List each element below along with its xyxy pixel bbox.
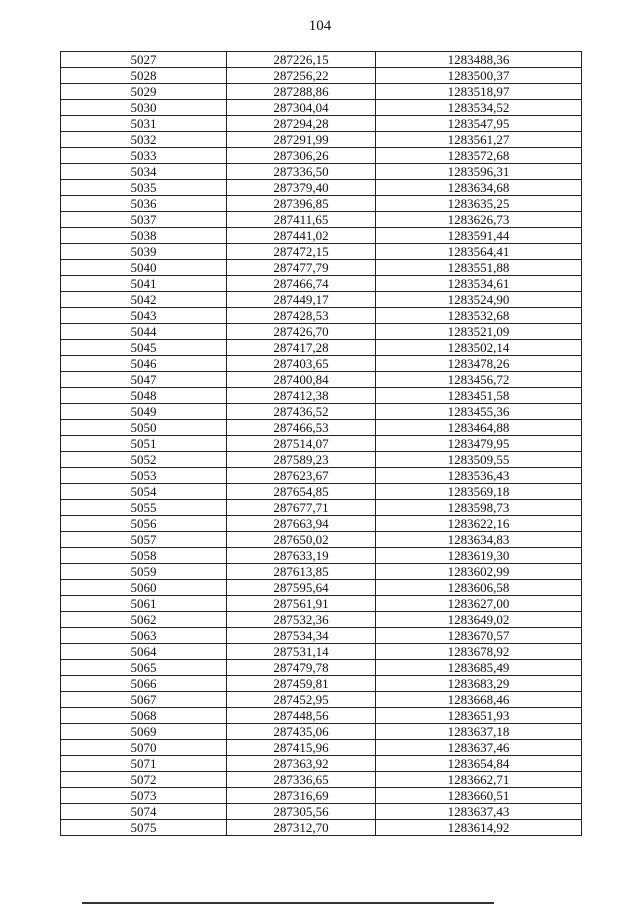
point-number-cell: 5036 xyxy=(61,196,227,212)
y-coordinate-cell: 1283479,95 xyxy=(376,436,582,452)
x-coordinate-cell: 287256,22 xyxy=(227,68,376,84)
scan-edge-line xyxy=(82,902,494,904)
x-coordinate-cell: 287449,17 xyxy=(227,292,376,308)
x-coordinate-cell: 287561,91 xyxy=(227,596,376,612)
x-coordinate-cell: 287531,14 xyxy=(227,644,376,660)
table-row xyxy=(61,180,582,196)
point-number-cell: 5052 xyxy=(61,452,227,468)
x-coordinate-cell: 287411,65 xyxy=(227,212,376,228)
table-row xyxy=(61,244,582,260)
point-number-cell: 5050 xyxy=(61,420,227,436)
y-coordinate-cell: 1283521,09 xyxy=(376,324,582,340)
point-number-cell: 5032 xyxy=(61,132,227,148)
point-number-cell: 5028 xyxy=(61,68,227,84)
point-number-cell: 5067 xyxy=(61,692,227,708)
table-row xyxy=(61,84,582,100)
y-coordinate-cell: 1283518,97 xyxy=(376,84,582,100)
table-row xyxy=(61,692,582,708)
x-coordinate-cell: 287316,69 xyxy=(227,788,376,804)
x-coordinate-cell: 287379,40 xyxy=(227,180,376,196)
table-row xyxy=(61,548,582,564)
point-number-cell: 5071 xyxy=(61,756,227,772)
point-number-cell: 5070 xyxy=(61,740,227,756)
x-coordinate-cell: 287623,67 xyxy=(227,468,376,484)
x-coordinate-cell: 287436,52 xyxy=(227,404,376,420)
y-coordinate-cell: 1283634,83 xyxy=(376,532,582,548)
x-coordinate-cell: 287459,81 xyxy=(227,676,376,692)
x-coordinate-cell: 287312,70 xyxy=(227,820,376,836)
x-coordinate-cell: 287472,15 xyxy=(227,244,376,260)
point-number-cell: 5040 xyxy=(61,260,227,276)
point-number-cell: 5039 xyxy=(61,244,227,260)
point-number-cell: 5038 xyxy=(61,228,227,244)
table-row xyxy=(61,756,582,772)
table-row xyxy=(61,212,582,228)
x-coordinate-cell: 287336,50 xyxy=(227,164,376,180)
y-coordinate-cell: 1283569,18 xyxy=(376,484,582,500)
x-coordinate-cell: 287452,95 xyxy=(227,692,376,708)
point-number-cell: 5041 xyxy=(61,276,227,292)
table-row xyxy=(61,820,582,836)
y-coordinate-cell: 1283488,36 xyxy=(376,52,582,68)
point-number-cell: 5057 xyxy=(61,532,227,548)
table-row xyxy=(61,596,582,612)
y-coordinate-cell: 1283564,41 xyxy=(376,244,582,260)
y-coordinate-cell: 1283683,29 xyxy=(376,676,582,692)
x-coordinate-cell: 287448,56 xyxy=(227,708,376,724)
y-coordinate-cell: 1283534,52 xyxy=(376,100,582,116)
x-coordinate-cell: 287650,02 xyxy=(227,532,376,548)
point-number-cell: 5069 xyxy=(61,724,227,740)
table-row xyxy=(61,388,582,404)
coordinates-table xyxy=(60,51,582,836)
x-coordinate-cell: 287613,85 xyxy=(227,564,376,580)
x-coordinate-cell: 287466,53 xyxy=(227,420,376,436)
y-coordinate-cell: 1283451,58 xyxy=(376,388,582,404)
x-coordinate-cell: 287677,71 xyxy=(227,500,376,516)
point-number-cell: 5054 xyxy=(61,484,227,500)
y-coordinate-cell: 1283634,68 xyxy=(376,180,582,196)
y-coordinate-cell: 1283649,02 xyxy=(376,612,582,628)
point-number-cell: 5034 xyxy=(61,164,227,180)
table-row xyxy=(61,436,582,452)
x-coordinate-cell: 287400,84 xyxy=(227,372,376,388)
table-row xyxy=(61,644,582,660)
x-coordinate-cell: 287663,94 xyxy=(227,516,376,532)
table-row xyxy=(61,68,582,84)
x-coordinate-cell: 287477,79 xyxy=(227,260,376,276)
table-row xyxy=(61,100,582,116)
x-coordinate-cell: 287294,28 xyxy=(227,116,376,132)
x-coordinate-cell: 287595,64 xyxy=(227,580,376,596)
x-coordinate-cell: 287291,99 xyxy=(227,132,376,148)
x-coordinate-cell: 287288,86 xyxy=(227,84,376,100)
x-coordinate-cell: 287304,04 xyxy=(227,100,376,116)
y-coordinate-cell: 1283678,92 xyxy=(376,644,582,660)
y-coordinate-cell: 1283509,55 xyxy=(376,452,582,468)
table-row xyxy=(61,228,582,244)
table-row xyxy=(61,500,582,516)
table-row xyxy=(61,452,582,468)
table-row xyxy=(61,116,582,132)
x-coordinate-cell: 287534,34 xyxy=(227,628,376,644)
table-row xyxy=(61,612,582,628)
table-row xyxy=(61,292,582,308)
point-number-cell: 5060 xyxy=(61,580,227,596)
table-row xyxy=(61,276,582,292)
point-number-cell: 5043 xyxy=(61,308,227,324)
y-coordinate-cell: 1283532,68 xyxy=(376,308,582,324)
x-coordinate-cell: 287441,02 xyxy=(227,228,376,244)
point-number-cell: 5074 xyxy=(61,804,227,820)
y-coordinate-cell: 1283637,46 xyxy=(376,740,582,756)
x-coordinate-cell: 287306,26 xyxy=(227,148,376,164)
y-coordinate-cell: 1283536,43 xyxy=(376,468,582,484)
point-number-cell: 5030 xyxy=(61,100,227,116)
y-coordinate-cell: 1283635,25 xyxy=(376,196,582,212)
point-number-cell: 5037 xyxy=(61,212,227,228)
x-coordinate-cell: 287532,36 xyxy=(227,612,376,628)
table-row xyxy=(61,132,582,148)
x-coordinate-cell: 287305,56 xyxy=(227,804,376,820)
x-coordinate-cell: 287633,19 xyxy=(227,548,376,564)
y-coordinate-cell: 1283524,90 xyxy=(376,292,582,308)
y-coordinate-cell: 1283547,95 xyxy=(376,116,582,132)
y-coordinate-cell: 1283654,84 xyxy=(376,756,582,772)
x-coordinate-cell: 287514,07 xyxy=(227,436,376,452)
y-coordinate-cell: 1283660,51 xyxy=(376,788,582,804)
x-coordinate-cell: 287654,85 xyxy=(227,484,376,500)
table-row xyxy=(61,740,582,756)
y-coordinate-cell: 1283534,61 xyxy=(376,276,582,292)
point-number-cell: 5061 xyxy=(61,596,227,612)
point-number-cell: 5058 xyxy=(61,548,227,564)
table-row xyxy=(61,260,582,276)
table-row xyxy=(61,52,582,68)
point-number-cell: 5073 xyxy=(61,788,227,804)
x-coordinate-cell: 287466,74 xyxy=(227,276,376,292)
y-coordinate-cell: 1283591,44 xyxy=(376,228,582,244)
point-number-cell: 5066 xyxy=(61,676,227,692)
page-number: 104 xyxy=(308,18,332,34)
y-coordinate-cell: 1283561,27 xyxy=(376,132,582,148)
table-row xyxy=(61,708,582,724)
y-coordinate-cell: 1283637,18 xyxy=(376,724,582,740)
table-row xyxy=(61,564,582,580)
y-coordinate-cell: 1283685,49 xyxy=(376,660,582,676)
point-number-cell: 5051 xyxy=(61,436,227,452)
y-coordinate-cell: 1283602,99 xyxy=(376,564,582,580)
coordinates-table-body xyxy=(61,52,582,836)
point-number-cell: 5055 xyxy=(61,500,227,516)
y-coordinate-cell: 1283455,36 xyxy=(376,404,582,420)
y-coordinate-cell: 1283596,31 xyxy=(376,164,582,180)
y-coordinate-cell: 1283464,88 xyxy=(376,420,582,436)
x-coordinate-cell: 287403,65 xyxy=(227,356,376,372)
x-coordinate-cell: 287435,06 xyxy=(227,724,376,740)
y-coordinate-cell: 1283619,30 xyxy=(376,548,582,564)
point-number-cell: 5042 xyxy=(61,292,227,308)
table-row xyxy=(61,676,582,692)
table-row xyxy=(61,148,582,164)
point-number-cell: 5053 xyxy=(61,468,227,484)
point-number-cell: 5064 xyxy=(61,644,227,660)
table-row xyxy=(61,484,582,500)
point-number-cell: 5048 xyxy=(61,388,227,404)
y-coordinate-cell: 1283622,16 xyxy=(376,516,582,532)
y-coordinate-cell: 1283606,58 xyxy=(376,580,582,596)
point-number-cell: 5059 xyxy=(61,564,227,580)
y-coordinate-cell: 1283456,72 xyxy=(376,372,582,388)
y-coordinate-cell: 1283662,71 xyxy=(376,772,582,788)
y-coordinate-cell: 1283551,88 xyxy=(376,260,582,276)
x-coordinate-cell: 287417,28 xyxy=(227,340,376,356)
x-coordinate-cell: 287415,96 xyxy=(227,740,376,756)
point-number-cell: 5033 xyxy=(61,148,227,164)
table-row xyxy=(61,324,582,340)
table-row xyxy=(61,772,582,788)
point-number-cell: 5031 xyxy=(61,116,227,132)
x-coordinate-cell: 287226,15 xyxy=(227,52,376,68)
table-row xyxy=(61,164,582,180)
y-coordinate-cell: 1283668,46 xyxy=(376,692,582,708)
point-number-cell: 5047 xyxy=(61,372,227,388)
table-row xyxy=(61,580,582,596)
table-row xyxy=(61,804,582,820)
point-number-cell: 5029 xyxy=(61,84,227,100)
x-coordinate-cell: 287428,53 xyxy=(227,308,376,324)
point-number-cell: 5063 xyxy=(61,628,227,644)
point-number-cell: 5045 xyxy=(61,340,227,356)
y-coordinate-cell: 1283614,92 xyxy=(376,820,582,836)
point-number-cell: 5062 xyxy=(61,612,227,628)
x-coordinate-cell: 287412,38 xyxy=(227,388,376,404)
y-coordinate-cell: 1283598,73 xyxy=(376,500,582,516)
table-row xyxy=(61,468,582,484)
table-row xyxy=(61,420,582,436)
table-row xyxy=(61,532,582,548)
table-row xyxy=(61,308,582,324)
table-row xyxy=(61,340,582,356)
point-number-cell: 5075 xyxy=(61,820,227,836)
point-number-cell: 5049 xyxy=(61,404,227,420)
table-row xyxy=(61,196,582,212)
table-row xyxy=(61,724,582,740)
x-coordinate-cell: 287336,65 xyxy=(227,772,376,788)
point-number-cell: 5065 xyxy=(61,660,227,676)
x-coordinate-cell: 287426,70 xyxy=(227,324,376,340)
point-number-cell: 5044 xyxy=(61,324,227,340)
table-row xyxy=(61,788,582,804)
point-number-cell: 5056 xyxy=(61,516,227,532)
point-number-cell: 5068 xyxy=(61,708,227,724)
x-coordinate-cell: 287589,23 xyxy=(227,452,376,468)
point-number-cell: 5072 xyxy=(61,772,227,788)
x-coordinate-cell: 287363,92 xyxy=(227,756,376,772)
point-number-cell: 5027 xyxy=(61,52,227,68)
point-number-cell: 5046 xyxy=(61,356,227,372)
y-coordinate-cell: 1283670,57 xyxy=(376,628,582,644)
y-coordinate-cell: 1283500,37 xyxy=(376,68,582,84)
y-coordinate-cell: 1283651,93 xyxy=(376,708,582,724)
y-coordinate-cell: 1283627,00 xyxy=(376,596,582,612)
table-row xyxy=(61,628,582,644)
x-coordinate-cell: 287396,85 xyxy=(227,196,376,212)
y-coordinate-cell: 1283478,26 xyxy=(376,356,582,372)
y-coordinate-cell: 1283637,43 xyxy=(376,804,582,820)
y-coordinate-cell: 1283626,73 xyxy=(376,212,582,228)
table-row xyxy=(61,404,582,420)
table-row xyxy=(61,660,582,676)
table-row xyxy=(61,372,582,388)
y-coordinate-cell: 1283572,68 xyxy=(376,148,582,164)
x-coordinate-cell: 287479,78 xyxy=(227,660,376,676)
table-row xyxy=(61,356,582,372)
y-coordinate-cell: 1283502,14 xyxy=(376,340,582,356)
point-number-cell: 5035 xyxy=(61,180,227,196)
table-row xyxy=(61,516,582,532)
